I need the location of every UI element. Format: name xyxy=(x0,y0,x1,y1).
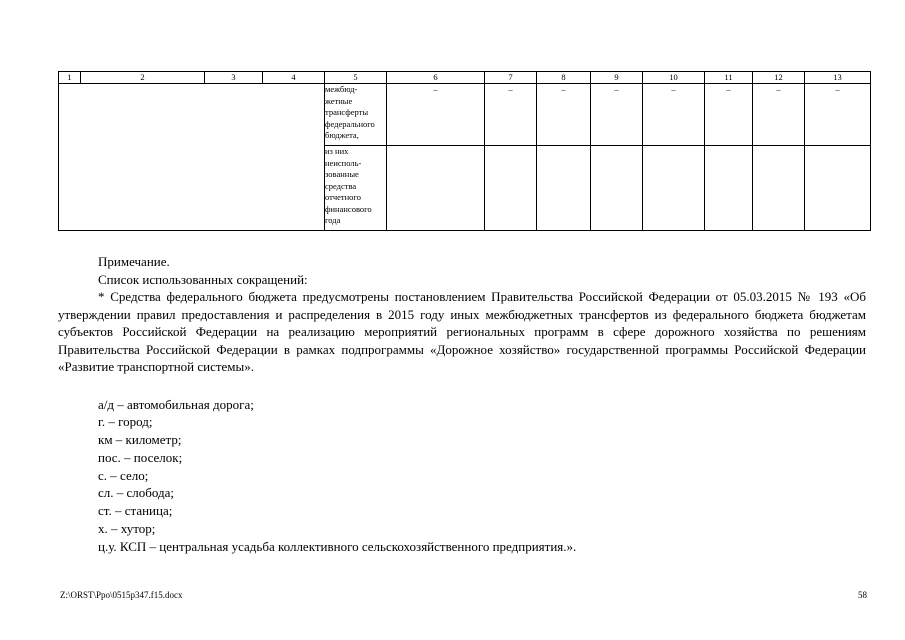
column-header: 13 xyxy=(805,72,871,84)
table-cell: – xyxy=(753,84,805,146)
column-header: 6 xyxy=(387,72,485,84)
table-cell xyxy=(537,146,591,231)
table-cell xyxy=(387,146,485,231)
list-item: пос. – поселок; xyxy=(98,449,183,465)
table-cell: – xyxy=(485,84,537,146)
page-number: 58 xyxy=(858,590,867,600)
row-description: межбюд- жетные трансферты федерального бюджета, xyxy=(325,84,387,146)
column-header: 2 xyxy=(81,72,205,84)
data-table xyxy=(58,71,871,231)
notes-section xyxy=(58,253,866,556)
column-header: 12 xyxy=(753,72,805,84)
table-cell xyxy=(643,146,705,231)
notes-title: Примечание. xyxy=(98,254,170,269)
table-cell xyxy=(805,146,871,231)
table-cell: – xyxy=(591,84,643,146)
list-item: х. – хутор; xyxy=(98,521,156,537)
list-item: сл. – слобода; xyxy=(98,485,175,501)
list-item: ц.у. КСП – центральная усадьба коллективного сельскохозяйственного предприятия.». xyxy=(98,538,577,554)
table-cell: – xyxy=(643,84,705,146)
column-header: 9 xyxy=(591,72,643,84)
table-cell xyxy=(753,146,805,231)
column-header: 10 xyxy=(643,72,705,84)
column-header: 3 xyxy=(205,72,263,84)
table-cell: – xyxy=(705,84,753,146)
row-description: из них неисполь- зованные средства отчетного финансового года xyxy=(325,146,387,231)
table-cell: – xyxy=(805,84,871,146)
table-cell xyxy=(591,146,643,231)
table-cell xyxy=(485,146,537,231)
footnote-text: * Средства федерального бюджета предусмотрены постановлением Правительства Российской Федерации от 05.03.2015 № 193 «Об утверждении правил предоставления и распределения в 2015 году иных межбюджетных трансфертов из федерального бюджета бюджетам субъектов Российской Федерации на реализацию мероприятий региональных программ в сфере дорожного хозяйства по решениям Правительства Российской Федерации в рамках подпрограммы «Дорожное хозяйство» государственной программы Российской Федерации «Развитие транспортной системы». xyxy=(58,289,866,374)
table-header-row xyxy=(59,72,871,84)
column-header: 11 xyxy=(705,72,753,84)
table-row xyxy=(59,84,871,146)
notes-subtitle: Список использованных сокращений: xyxy=(98,271,308,287)
table-cell: – xyxy=(537,84,591,146)
column-header: 8 xyxy=(537,72,591,84)
column-header: 7 xyxy=(485,72,537,84)
merged-empty-cell xyxy=(59,84,325,231)
column-header: 1 xyxy=(59,72,81,84)
abbreviation-list xyxy=(58,396,866,556)
table-cell xyxy=(705,146,753,231)
list-item: км – километр; xyxy=(98,432,182,448)
list-item: а/д – автомобильная дорога; xyxy=(98,396,254,412)
column-header: 4 xyxy=(263,72,325,84)
column-header: 5 xyxy=(325,72,387,84)
list-item: ст. – станица; xyxy=(98,503,173,519)
table-cell: – xyxy=(387,84,485,146)
list-item: с. – село; xyxy=(98,467,149,483)
list-item: г. – город; xyxy=(98,414,153,430)
footer-file-path: Z:\ORST\Ppo\0515p347.f15.docx xyxy=(60,590,183,600)
